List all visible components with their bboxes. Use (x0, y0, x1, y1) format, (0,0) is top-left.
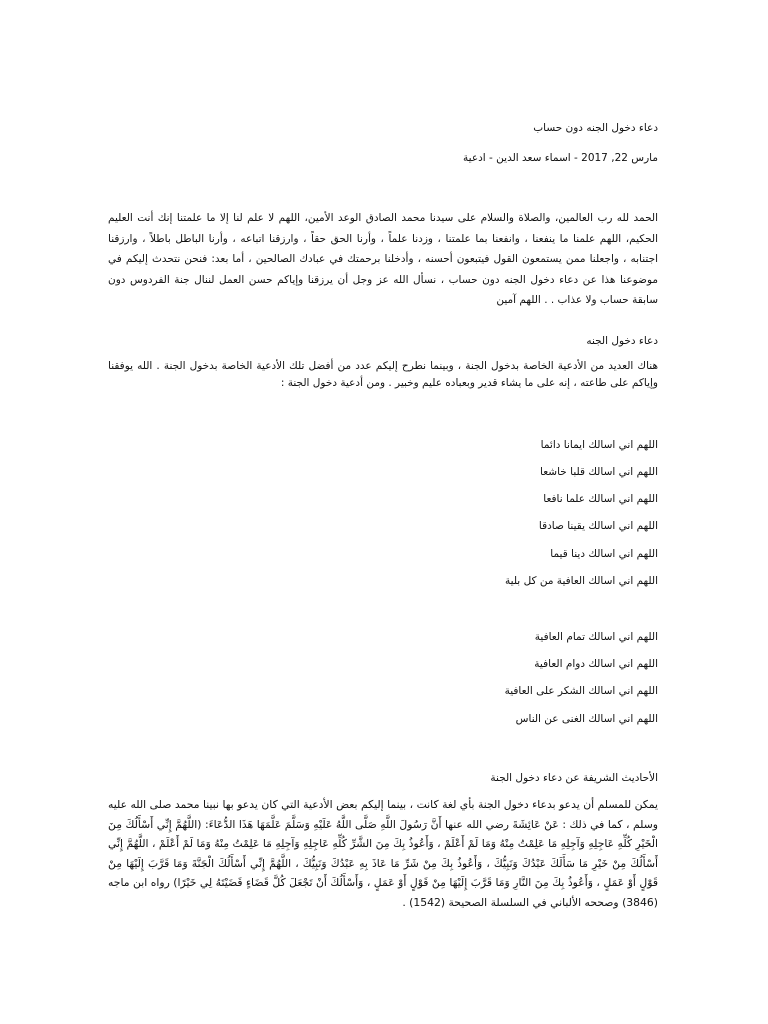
prayer-line: اللهم اني اسالك علما نافعا (543, 493, 658, 505)
section-heading-1: دعاء دخول الجنه (586, 335, 658, 347)
prayer-line: اللهم اني اسالك العافية من كل بلية (505, 575, 658, 587)
section-body-1: هناك العديد من الأدعية الخاصة بدخول الجنة ، وبينما نطرح إليكم عدد من أفضل تلك الأدعية الخاصة بدخول الجنة . الله يوفقنا وإياكم على طاعته ، إنه على ما يشاء قدير وبعباده عليم وخبير . ومن أدعية دخول الجنة : (108, 360, 658, 389)
prayer-line: اللهم اني اسالك الشكر على العافية (504, 685, 658, 697)
prayer-line: اللهم اني اسالك ايمانا دائما (540, 439, 658, 451)
article-meta: مارس 22, 2017 - اسماء سعد الدين - ادعية (463, 152, 658, 164)
section-body-2: يمكن للمسلم أن يدعو بدعاء دخول الجنة بأي لغة كانت ، بينما إليكم بعض الأدعية التي كان يدعو بها نبينا محمد صلى الله عليه وسلم ، كما في ذلك : عَنْ عَائِشَةَ رضي الله عنها أَنَّ رَسُولَ اللَّهِ صَلَّى اللَّهُ عَلَيْهِ وَسَلَّمَ عَلَّمَهَا هَذَا الدُّعَاءَ: (اللَّهُمَّ إِنِّي أَسْأَلُكَ مِنَ الْخَيْرِ كُلِّهِ عَاجِلِهِ وَآجِلِهِ مَا عَلِمْتُ مِنْهُ وَمَا لَمْ أَعْلَمْ ، وَأَعُوذُ بِكَ مِنَ الشَّرِّ كُلِّهِ عَاجِلِهِ وَآجِلِهِ مَا عَلِمْتُ مِنْهُ وَمَا لَمْ أَعْلَمْ ، اللَّهُمَّ إِنِّي أَسْأَلُكَ مِنْ خَيْرِ مَا سَأَلَكَ عَبْدُكَ وَنَبِيُّكَ ، وَأَعُوذُ بِكَ مِنْ شَرِّ مَا عَاذَ بِهِ عَبْدُكَ وَنَبِيُّكَ ، اللَّهُمَّ إِنِّي أَسْأَلُكَ الْجَنَّةَ وَمَا قَرَّبَ إِلَيْهَا مِنْ قَوْلٍ أَوْ عَمَلٍ ، وَأَعُوذُ بِكَ مِنَ النَّارِ وَمَا قَرَّبَ إِلَيْهَا مِنْ قَوْلٍ أَوْ عَمَلٍ ، وَأَسْأَلُكَ أَنْ تَجْعَلَ كُلَّ قَضَاءٍ قَضَيْتَهُ لِي خَيْرًا) رواه ابن ماجه (3846) وصححه الألباني في السلسلة الصحيحة (1542) . (108, 798, 658, 909)
prayer-line: اللهم اني اسالك الغنى عن الناس (515, 713, 658, 725)
prayer-line: اللهم اني اسالك دينا قيما (550, 548, 658, 560)
intro-paragraph: الحمد لله رب العالمين، والصلاة والسلام على سيدنا محمد الصادق الوعد الأمين، اللهم لا علم لنا إلا ما علمتنا إنك أنت العليم الحكيم، اللهم علمنا ما ينفعنا ، وانفعنا بما علمتنا ، وزدنا علماً ، وأرنا الحق حقاً ، وارزقنا اتباعه ، وأرنا الباطل باطلاً ، وارزقنا اجتنابه ، واجعلنا ممن يستمعون القول فيتبعون أحسنه ، وأدخلنا برحمتك في عبادك الصالحين ، أما بعد: فنحن نتحدث إليكم في موضوعنا هذا عن دعاء دخول الجنه دون حساب ، نسأل الله عز وجل أن يرزقنا وإياكم حسن العمل لننال جنة الفردوس دون سابقة حساب ولا عذاب . . اللهم آمين (108, 212, 658, 306)
prayer-line: اللهم اني اسالك تمام العافية (534, 631, 658, 643)
prayer-line: اللهم اني اسالك دوام العافية (534, 658, 658, 670)
prayer-line: اللهم اني اسالك قلبا خاشعا (540, 466, 658, 478)
section-heading-2: الأحاديث الشريفة عن دعاء دخول الجنة (490, 772, 658, 784)
prayer-line: اللهم اني اسالك يقينا صادقا (538, 520, 658, 532)
article-title: دعاء دخول الجنه دون حساب (533, 122, 658, 134)
